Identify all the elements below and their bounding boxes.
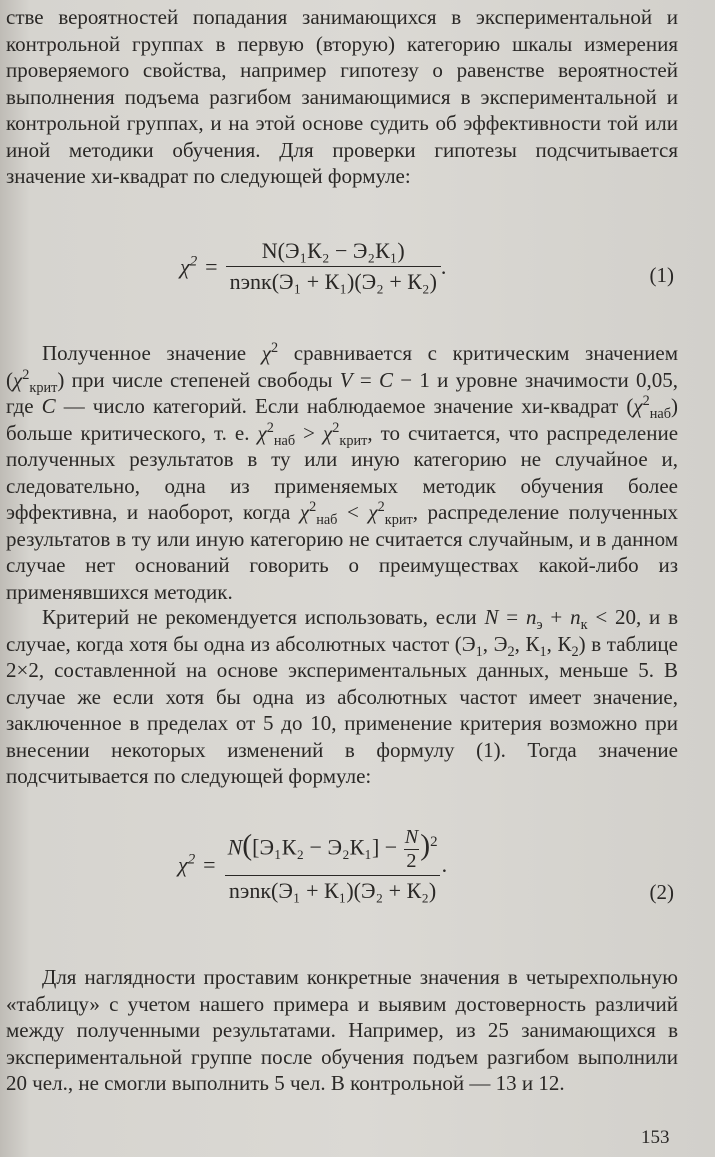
formula-1-numerator: N(Э₁К₂ − Э₂К₁) [261, 238, 405, 263]
formula-1-fraction [226, 238, 441, 295]
formula-1-denominator: nэnк(Э₁ + К₁)(Э₂ + К₂) [226, 266, 441, 295]
formula-2-denominator: nэnк(Э₁ + К₁)(Э₂ + К₂) [225, 875, 440, 904]
paragraph-example: Для наглядности проставим конкретные значения в четырехпольную «таблицу» с учетом нашего примера и выявим достоверность различий между полученными результатами. Например, из 25 занимающихся в экспериментальной группе после обучения подъем разгибом выполнили 20 чел., не смогли выполнить 5 чел. В контрольной — 13 и 12. [6, 965, 678, 1095]
formula-1: $\chi^2$ = $\frac{\text{N(Э₁К₂ − Э₂К₁)}}{\text{nэnк(Э₁ + К₁)(Э₂ + К₂)}}$ . (1) [180, 238, 674, 294]
paragraph-criterion: Критерий не рекомендуется использовать, если $N = n_э + n_к < 20$, и в случае, когда хотя бы одна из абсолютных частот ($Э_1$, $Э_2$, $К_1$, $К_2$) в таблице 2×2, составленной на основе экспериментальных данных, меньше 5. В случае же если хотя бы одна из абсолютных частот имеет значение, заключенное в пределах от 5 до 10, применение критерия возможно при внесении некоторых изменений в формулу (1). Тогда значение подсчитывается по следующей формуле: [6, 605, 679, 788]
formula-1-lhs: $\chi^2$ [180, 253, 198, 279]
formula-2-number: (2) [649, 880, 674, 904]
page-number: 153 [641, 1127, 670, 1148]
formula-2: $\chi^2$ = N([Э₁К₂ − Э₂К₁] − $\frac{N}{2}$ )$^2$ nэnк(Э₁ + К₁)(Э₂ + К₂) . (2) [178, 826, 674, 904]
paragraph-comparison: Полученное значение $\chi^2$ сравнивается с критическим значением $(\chi^2_{крит})$ при числе степеней свободы V = C − 1 и уровне значимости 0,05, где C — число категорий. Если наблюдаемое значение хи-квадрат $(\chi^2_{наб})$ больше критического, т. е. $\chi^2_{наб} > \chi^2_{крит}$, то считается, что распределение полученных результатов в ту или иную категорию не случайное и, следовательно, одна из применяемых методик обучения более эффективна, и наоборот, когда $\chi^2_{наб} < \chi^2_{крит}$, распределение полученных результатов в ту или иную категорию не считается случайным, и в данном случае нет оснований говорить о преимуществах какой-либо из применявшихся методик. [6, 340, 679, 604]
formula-2-lhs: $\chi^2$ [178, 851, 196, 877]
paragraph-intro: стве вероятностей попадания занимающихся в экспериментальной и контрольной группах в первую (вторую) категорию шкалы измерения проверяемого свойства, например гипотезу о равенстве вероятностей выполнения подъема разгибом занимающимися в экспериментальной и контрольной группах, и на этой основе судить об эффективности той или иной методики обучения. Для проверки гипотезы подсчитывается значение хи-квадрат по следующей формуле: [6, 5, 678, 188]
formula-2-numerator: N([Э₁К₂ − Э₂К₁] − $\frac{N}{2}$ )$^2$ [227, 826, 438, 872]
formula-2-inner-fraction: $\frac{N}{2}$ [404, 826, 419, 872]
formula-1-number: (1) [649, 263, 674, 287]
formula-2-fraction [224, 826, 442, 904]
